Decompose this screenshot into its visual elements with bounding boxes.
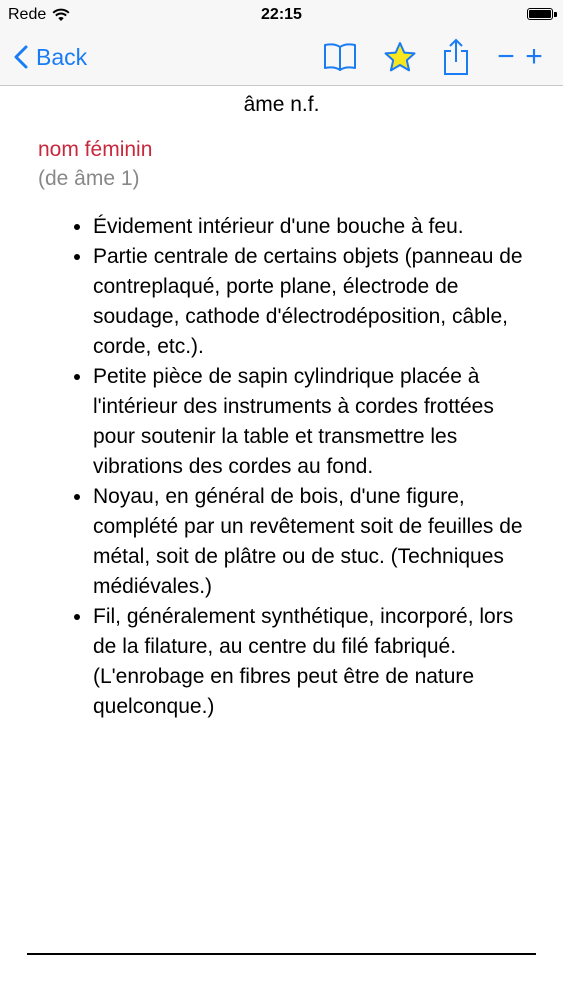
battery-icon	[527, 8, 553, 20]
definition-item: • Partie centrale de certains objets (panneau de contreplaqué, porte plane, électrode de soudage, cathode d'électrodéposition, câble, corde, etc.).	[93, 242, 533, 362]
nav-bar	[0, 30, 563, 86]
share-button[interactable]	[438, 38, 474, 76]
chevron-left-icon	[14, 45, 28, 69]
favorite-button[interactable]	[380, 38, 420, 76]
definition-item: • Petite pièce de sapin cylindrique placée à l'intérieur des instruments à cordes frottées pour soutenir la table et transmettre les vibrations des cordes au fond.	[93, 362, 533, 482]
bottom-divider	[27, 953, 536, 955]
zoom-out-button[interactable]: −	[497, 40, 515, 73]
definition-item: • Évidement intérieur d'une bouche à feu.	[93, 212, 533, 242]
definition-item: • Noyau, en général de bois, d'une figure, complété par un revêtement soit de feuilles de métal, soit de plâtre ou de stuc. (Techniques médiévales.)	[93, 482, 533, 602]
book-icon	[322, 42, 358, 72]
entry-content	[0, 86, 563, 722]
status-bar	[0, 0, 563, 30]
entry-headword: âme n.f.	[243, 93, 320, 116]
carrier-name: Rede	[8, 6, 47, 23]
definition-item: • Fil, généralement synthétique, incorporé, lors de la filature, au centre du filé fabriqué. (L'enrobage en fibres peut être de nature quelconque.)	[93, 602, 533, 722]
bookmarks-button[interactable]	[320, 38, 360, 76]
etymology: (de âme 1)	[38, 167, 140, 190]
definitions-list	[0, 212, 563, 722]
part-of-speech: nom féminin	[38, 138, 153, 161]
back-button[interactable]	[14, 40, 87, 74]
status-time: 22:15	[261, 6, 302, 23]
star-icon	[383, 41, 417, 73]
share-icon	[441, 38, 471, 76]
battery-nub	[554, 12, 557, 17]
zoom-in-button[interactable]: +	[525, 40, 543, 73]
back-label: Back	[36, 43, 88, 70]
battery-fill	[529, 10, 551, 18]
